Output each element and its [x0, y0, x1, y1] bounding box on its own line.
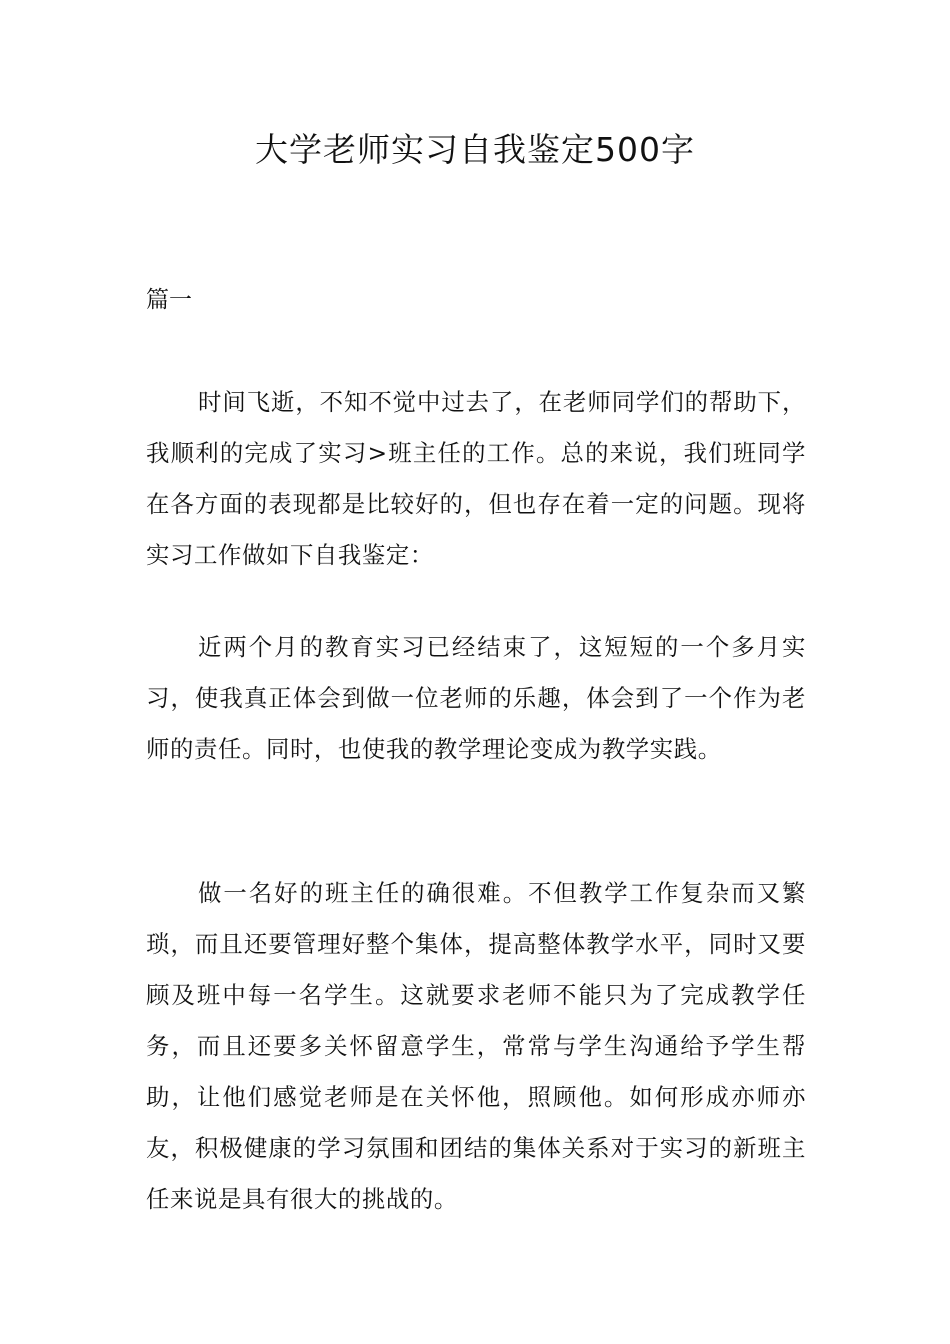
document-title: 大学老师实习自我鉴定500字	[255, 130, 695, 169]
paragraph-2: 近两个月的教育实习已经结束了，这短短的一个多月实习，使我真正体会到做一位老师的乐趣，体会到了一个作为老师的责任。同时，也使我的教学理论变成为教学实践。	[146, 633, 806, 763]
paragraph-3: 做一名好的班主任的确很难。不但教学工作复杂而又繁琐，而且还要管理好整个集体，提高整体教学水平，同时又要顾及班中每一名学生。这就要求老师不能只为了完成教学任务，而且还要多关怀留意学生，常常与学生沟通给予学生帮助，让他们感觉老师是在关怀他，照顾他。如何形成亦师亦友，积极健康的学习氛围和团结的集体关系对于实习的新班主任来说是具有很大的挑战的。	[146, 879, 806, 1213]
paragraph-1: 时间飞逝，不知不觉中过去了，在老师同学们的帮助下，我顺利的完成了实习>班主任的工作。总的来说，我们班同学在各方面的表现都是比较好的，但也存在着一定的问题。现将实习工作做如下自我鉴定：	[146, 388, 806, 569]
section-heading: 篇一	[146, 287, 192, 313]
